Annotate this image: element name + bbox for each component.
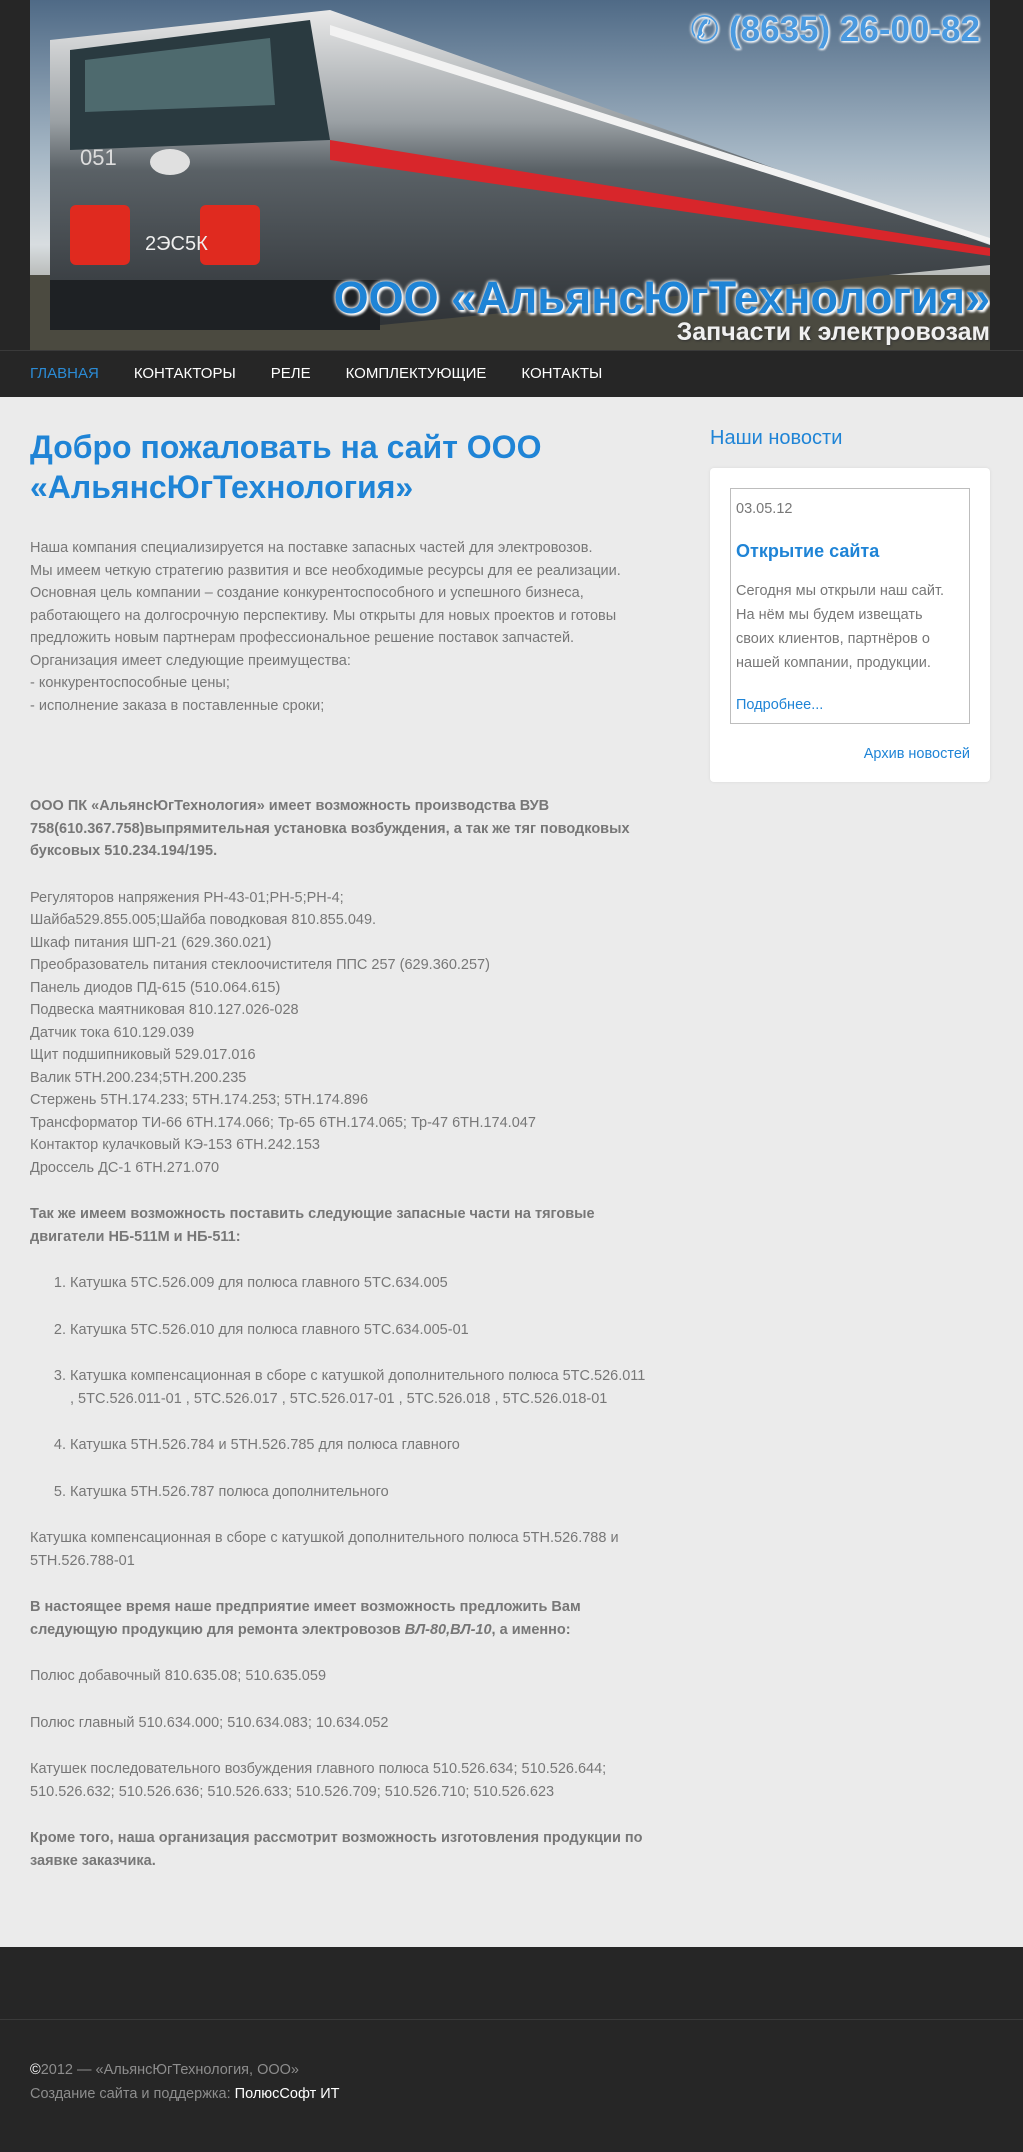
part-line: Преобразователь питания стеклоочистителя ППС 257 (629.360.257): [30, 957, 490, 973]
footer-content: [30, 2058, 340, 2106]
list-item: 5. Катушка 5ТН.526.787 полюса дополнительного: [70, 1481, 650, 1504]
pole-additional-text: Полюс добавочный 810.635.08; 510.635.059: [30, 1668, 327, 1684]
main-column: [30, 427, 650, 1896]
part-line: Контактор кулачковый КЭ-153 6ТН.242.153: [30, 1137, 320, 1153]
part-line: Панель диодов ПД-615 (510.064.615): [30, 979, 281, 996]
part-line: Дроссель ДС-1 6ТН.271.070: [30, 1159, 220, 1176]
support-label: Создание сайта и поддержка:: [30, 2086, 235, 2102]
offer-text-a: В настоящее время наше предприятие имеет возможность предложить Вам следующую продукцию для ремонта электровозов: [30, 1599, 581, 1638]
main-navigation: [0, 350, 1023, 398]
part-line: Трансформатор ТИ-66 6ТН.174.066; Тр-65 6ТН.174.065; Тр-47 6ТН.174.047: [30, 1114, 536, 1131]
site-header: [0, 0, 1023, 350]
part-line: Шайба529.855.005;Шайба поводковая 810.855.049.: [30, 912, 377, 928]
phone-number: ✆ (8635) 26-00-82: [689, 10, 980, 49]
news-archive-link[interactable]: Архив новостей: [863, 746, 970, 762]
nav-item-components[interactable]: КОМПЛЕКТУЮЩИЕ: [345, 365, 487, 382]
news-date: 03.05.12: [736, 501, 793, 517]
locomotive-model: 2ЭС5К: [145, 233, 208, 255]
news-heading: Наши новости: [710, 427, 843, 449]
motors-heading: Так же имеем возможность поставить следующие запасные части на тяговые двигатели НБ-511М и НБ-511:: [30, 1206, 595, 1245]
footer-bar: [0, 1947, 1023, 2019]
part-line: Валик 5ТН.200.234;5ТН.200.235: [30, 1069, 247, 1086]
content-area: [0, 397, 1023, 1947]
copyright-text: 2012 — «АльянсЮгТехнология, ООО»: [40, 2062, 299, 2078]
motor-parts-list: [30, 1272, 650, 1503]
nav-item-relays[interactable]: РЕЛЕ: [270, 365, 311, 382]
company-tagline: Запчасти к электровозам: [676, 318, 990, 346]
locomotive-number: 051: [80, 145, 117, 170]
parts-list: [30, 887, 650, 1180]
part-line: Стержень 5ТН.174.233; 5ТН.174.253; 5ТН.174.896: [30, 1092, 369, 1108]
list-item: 4. Катушка 5ТН.526.784 и 5ТН.526.785 для полюса главного: [70, 1434, 650, 1457]
part-line: Подвеска маятниковая 810.127.026-028: [30, 1002, 299, 1018]
intro-line: Наша компания специализируется на поставке запасных частей для электровозов.: [30, 540, 593, 556]
intro-line: - конкурентоспособные цены;: [30, 675, 230, 691]
company-name: ООО «АльянсЮгТехнология»: [333, 272, 990, 323]
news-text: Сегодня мы открыли наш сайт. На нём мы будем извещать своих клиентов, партнёров о нашей компании, продукции.: [736, 583, 945, 671]
pole-main-text: Полюс главный 510.634.000; 510.634.083; 10.634.052: [30, 1714, 389, 1731]
part-line: Регуляторов напряжения РН-43-01;РН-5;РН-4;: [30, 889, 344, 906]
news-item: [730, 488, 970, 724]
list-item: 1. Катушка 5ТС.526.009 для полюса главного 5ТС.634.005: [70, 1272, 650, 1295]
header-banner: [30, 0, 990, 350]
list-item: 3. Катушка компенсационная в сборе с катушкой дополнительного полюса 5ТС.526.011 , 5ТС.526.011-01 , 5ТС.526.017 , 5ТС.526.017-01 , 5ТС.526.018 , 5ТС.526.018-01: [70, 1365, 650, 1410]
production-text: ООО ПК «АльянсЮгТехнология» имеет возможность производства ВУВ 758(610.367.758)выпрямительная установка возбуждения, а так же тяг поводковых буксовых 510.234.194/195.: [30, 798, 630, 859]
series-coils-text: Катушек последовательного возбуждения главного полюса 510.526.634; 510.526.644; 510.526.632; 510.526.636; 510.526.633; 510.526.709; 510.526.710; 510.526.623: [30, 1761, 607, 1800]
nav-item-contactors[interactable]: КОНТАКТОРЫ: [133, 365, 236, 382]
offer-models: ВЛ-80,ВЛ-10: [404, 1621, 492, 1638]
list-item: 2. Катушка 5ТС.526.010 для полюса главного 5ТС.634.005-01: [70, 1319, 650, 1342]
part-line: Датчик тока 610.129.039: [30, 1024, 195, 1041]
nav-item-contacts[interactable]: КОНТАКТЫ: [521, 365, 603, 382]
page-title: Добро пожаловать на сайт ООО «АльянсЮгТехнология»: [30, 429, 542, 505]
part-line: Шкаф питания ШП-21 (629.360.021): [30, 934, 272, 951]
intro-text: [30, 537, 650, 717]
nav-item-home[interactable]: ГЛАВНАЯ: [30, 365, 99, 382]
offer-text: [30, 1596, 650, 1641]
news-box: [710, 468, 990, 782]
closing-text: Кроме того, наша организация рассмотрит возможность изготовления продукции по заявке заказчика.: [30, 1830, 643, 1869]
intro-line: Организация имеет следующие преимущества:: [30, 652, 351, 669]
part-line: Щит подшипниковый 529.017.016: [30, 1047, 256, 1063]
news-more-link[interactable]: Подробнее...: [736, 697, 824, 713]
news-title-link[interactable]: Открытие сайта: [736, 541, 880, 561]
intro-line: Основная цель компании – создание конкурентоспособного и успешного бизнеса, работающего на долгосрочную перспективу. Мы открыты для новых проектов и готовы предложить новым партнерам профессиональное решение поставок запчастей.: [30, 585, 617, 646]
support-link[interactable]: ПолюсСофт ИТ: [234, 2086, 340, 2102]
copyright-symbol: ©: [30, 2062, 41, 2078]
sidebar: [710, 427, 990, 782]
intro-line: Мы имеем четкую стратегию развития и все необходимые ресурсы для ее реализации.: [30, 562, 621, 579]
intro-line: - исполнение заказа в поставленные сроки;: [30, 697, 325, 714]
offer-text-b: , а именно:: [491, 1621, 571, 1638]
compensating-coil-text: Катушка компенсационная в сборе с катушкой дополнительного полюса 5ТН.526.788 и 5ТН.526.788-01: [30, 1530, 619, 1569]
site-footer: [0, 2019, 1023, 2152]
